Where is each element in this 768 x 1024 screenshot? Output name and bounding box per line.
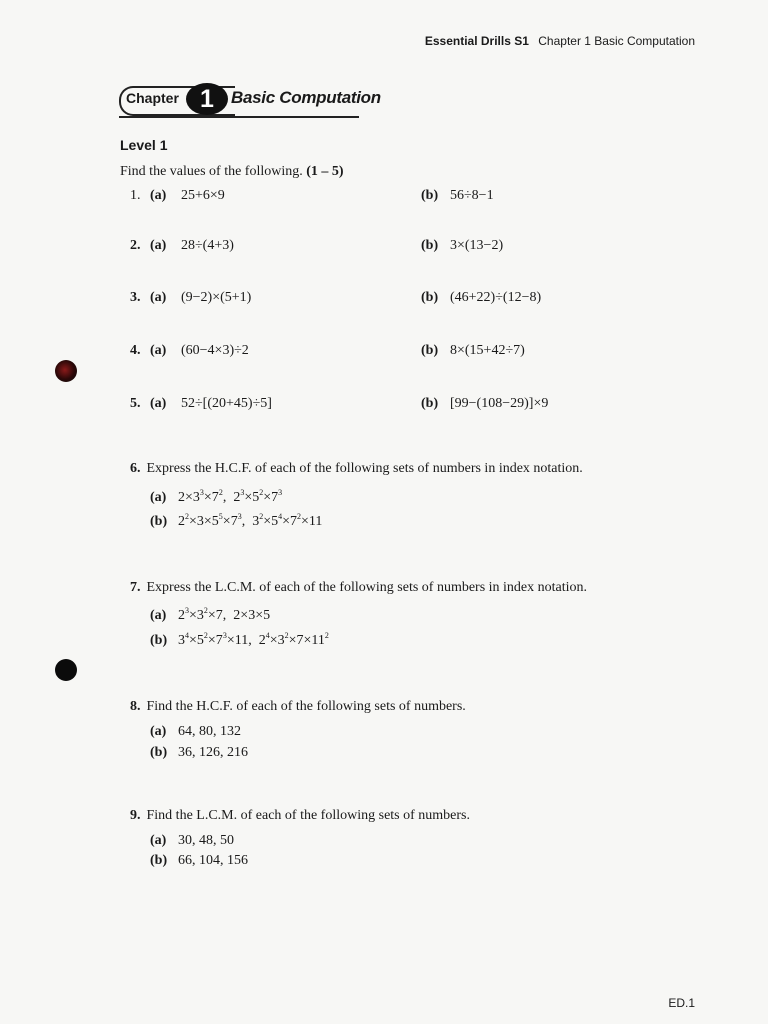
running-header [425,34,695,48]
book-title: Essential Drills S1 [424,34,529,48]
question-6a [150,490,282,506]
question-8 [130,699,466,715]
running-chapter-title: Chapter 1 Basic Computation [538,34,695,48]
question-number: 1. [130,188,141,203]
instruction-text: Find the values of the following. [120,164,303,179]
level-heading: Level 1 [120,137,168,153]
part-label: (a) [150,290,167,305]
question-9a [150,833,234,849]
instruction [120,164,344,180]
question-9b [150,853,248,869]
page-number: ED.1 [668,996,695,1010]
question-9 [130,808,470,824]
question-text: Express the L.C.M. of each of the following sets of numbers in index notation. [146,580,588,595]
expression: 8×(15+42÷7) [450,343,525,358]
chapter-title: Basic Computation [231,88,381,107]
question-6b [150,514,322,530]
index-expression: $2\times 3^3\times 7^2$, $2^3\times 5^2\times 7^3$ [178,488,283,505]
part-label: (b) [421,396,439,411]
part-label: (a) [150,343,167,358]
part-label: (a) [150,188,167,203]
expression: 25+6×9 [181,188,225,203]
number-set: 66, 104, 156 [178,853,248,868]
question-number: 7. [130,580,141,595]
question-text: Express the H.C.F. of each of the following sets of numbers in index notation. [146,461,583,476]
question-8b [150,745,248,761]
question-7b [150,633,329,649]
expression: (60−4×3)÷2 [181,343,249,358]
number-set: 36, 126, 216 [178,745,248,760]
part-label: (a) [150,396,167,411]
question-number: 8. [130,699,141,714]
part-label: (a) [150,833,167,848]
question-number: 3. [130,290,141,305]
chapter-banner [119,84,381,118]
part-label: (b) [421,343,439,358]
binder-hole [55,659,77,681]
index-expression: $2^2\times 3\times 5^5\times 7^3$, $3^2\times 5^4\times 7^2\times 11$ [178,512,323,529]
question-text: Find the L.C.M. of each of the following sets of numbers. [146,808,471,823]
index-expression: $2^3\times 3^2\times 7$, 2×3×5 [178,606,271,623]
question-8a [150,724,241,740]
expression: [99−(108−29)]×9 [450,396,549,411]
question-number: 4. [130,343,141,358]
number-set: 64, 80, 132 [178,724,241,739]
part-label: (a) [150,724,167,739]
expression: 3×(13−2) [450,238,504,253]
question-number: 6. [130,461,141,476]
question-7 [130,580,587,596]
part-label: (a) [150,608,167,623]
part-label: (b) [150,633,168,648]
part-label: (b) [150,853,168,868]
index-expression: $3^4\times 5^2\times 7^3\times 11$, $2^4\times 3^2\times 7\times 11^2$ [178,631,329,648]
question-number: 2. [130,238,141,253]
expression: 28÷(4+3) [181,238,234,253]
question-text: Find the H.C.F. of each of the following sets of numbers. [146,699,466,714]
part-label: (b) [421,188,439,203]
number-set: 30, 48, 50 [178,833,234,848]
question-number: 5. [130,396,141,411]
expression: (9−2)×(5+1) [181,290,252,305]
part-label: (b) [421,238,439,253]
part-label: (a) [150,238,167,253]
question-7a [150,608,270,624]
binder-hole [55,360,77,382]
part-label: (a) [150,490,167,505]
expression: 52÷[(20+45)÷5] [181,396,272,411]
part-label: (b) [150,745,168,760]
question-6 [130,461,583,477]
chapter-number-badge: 1 [186,83,228,115]
expression: (46+22)÷(12−8) [450,290,542,305]
expression: 56÷8−1 [450,188,494,203]
question-number: 9. [130,808,141,823]
part-label: (b) [150,514,168,529]
chapter-word: Chapter [126,90,179,106]
instruction-range: (1 – 5) [306,164,344,179]
part-label: (b) [421,290,439,305]
